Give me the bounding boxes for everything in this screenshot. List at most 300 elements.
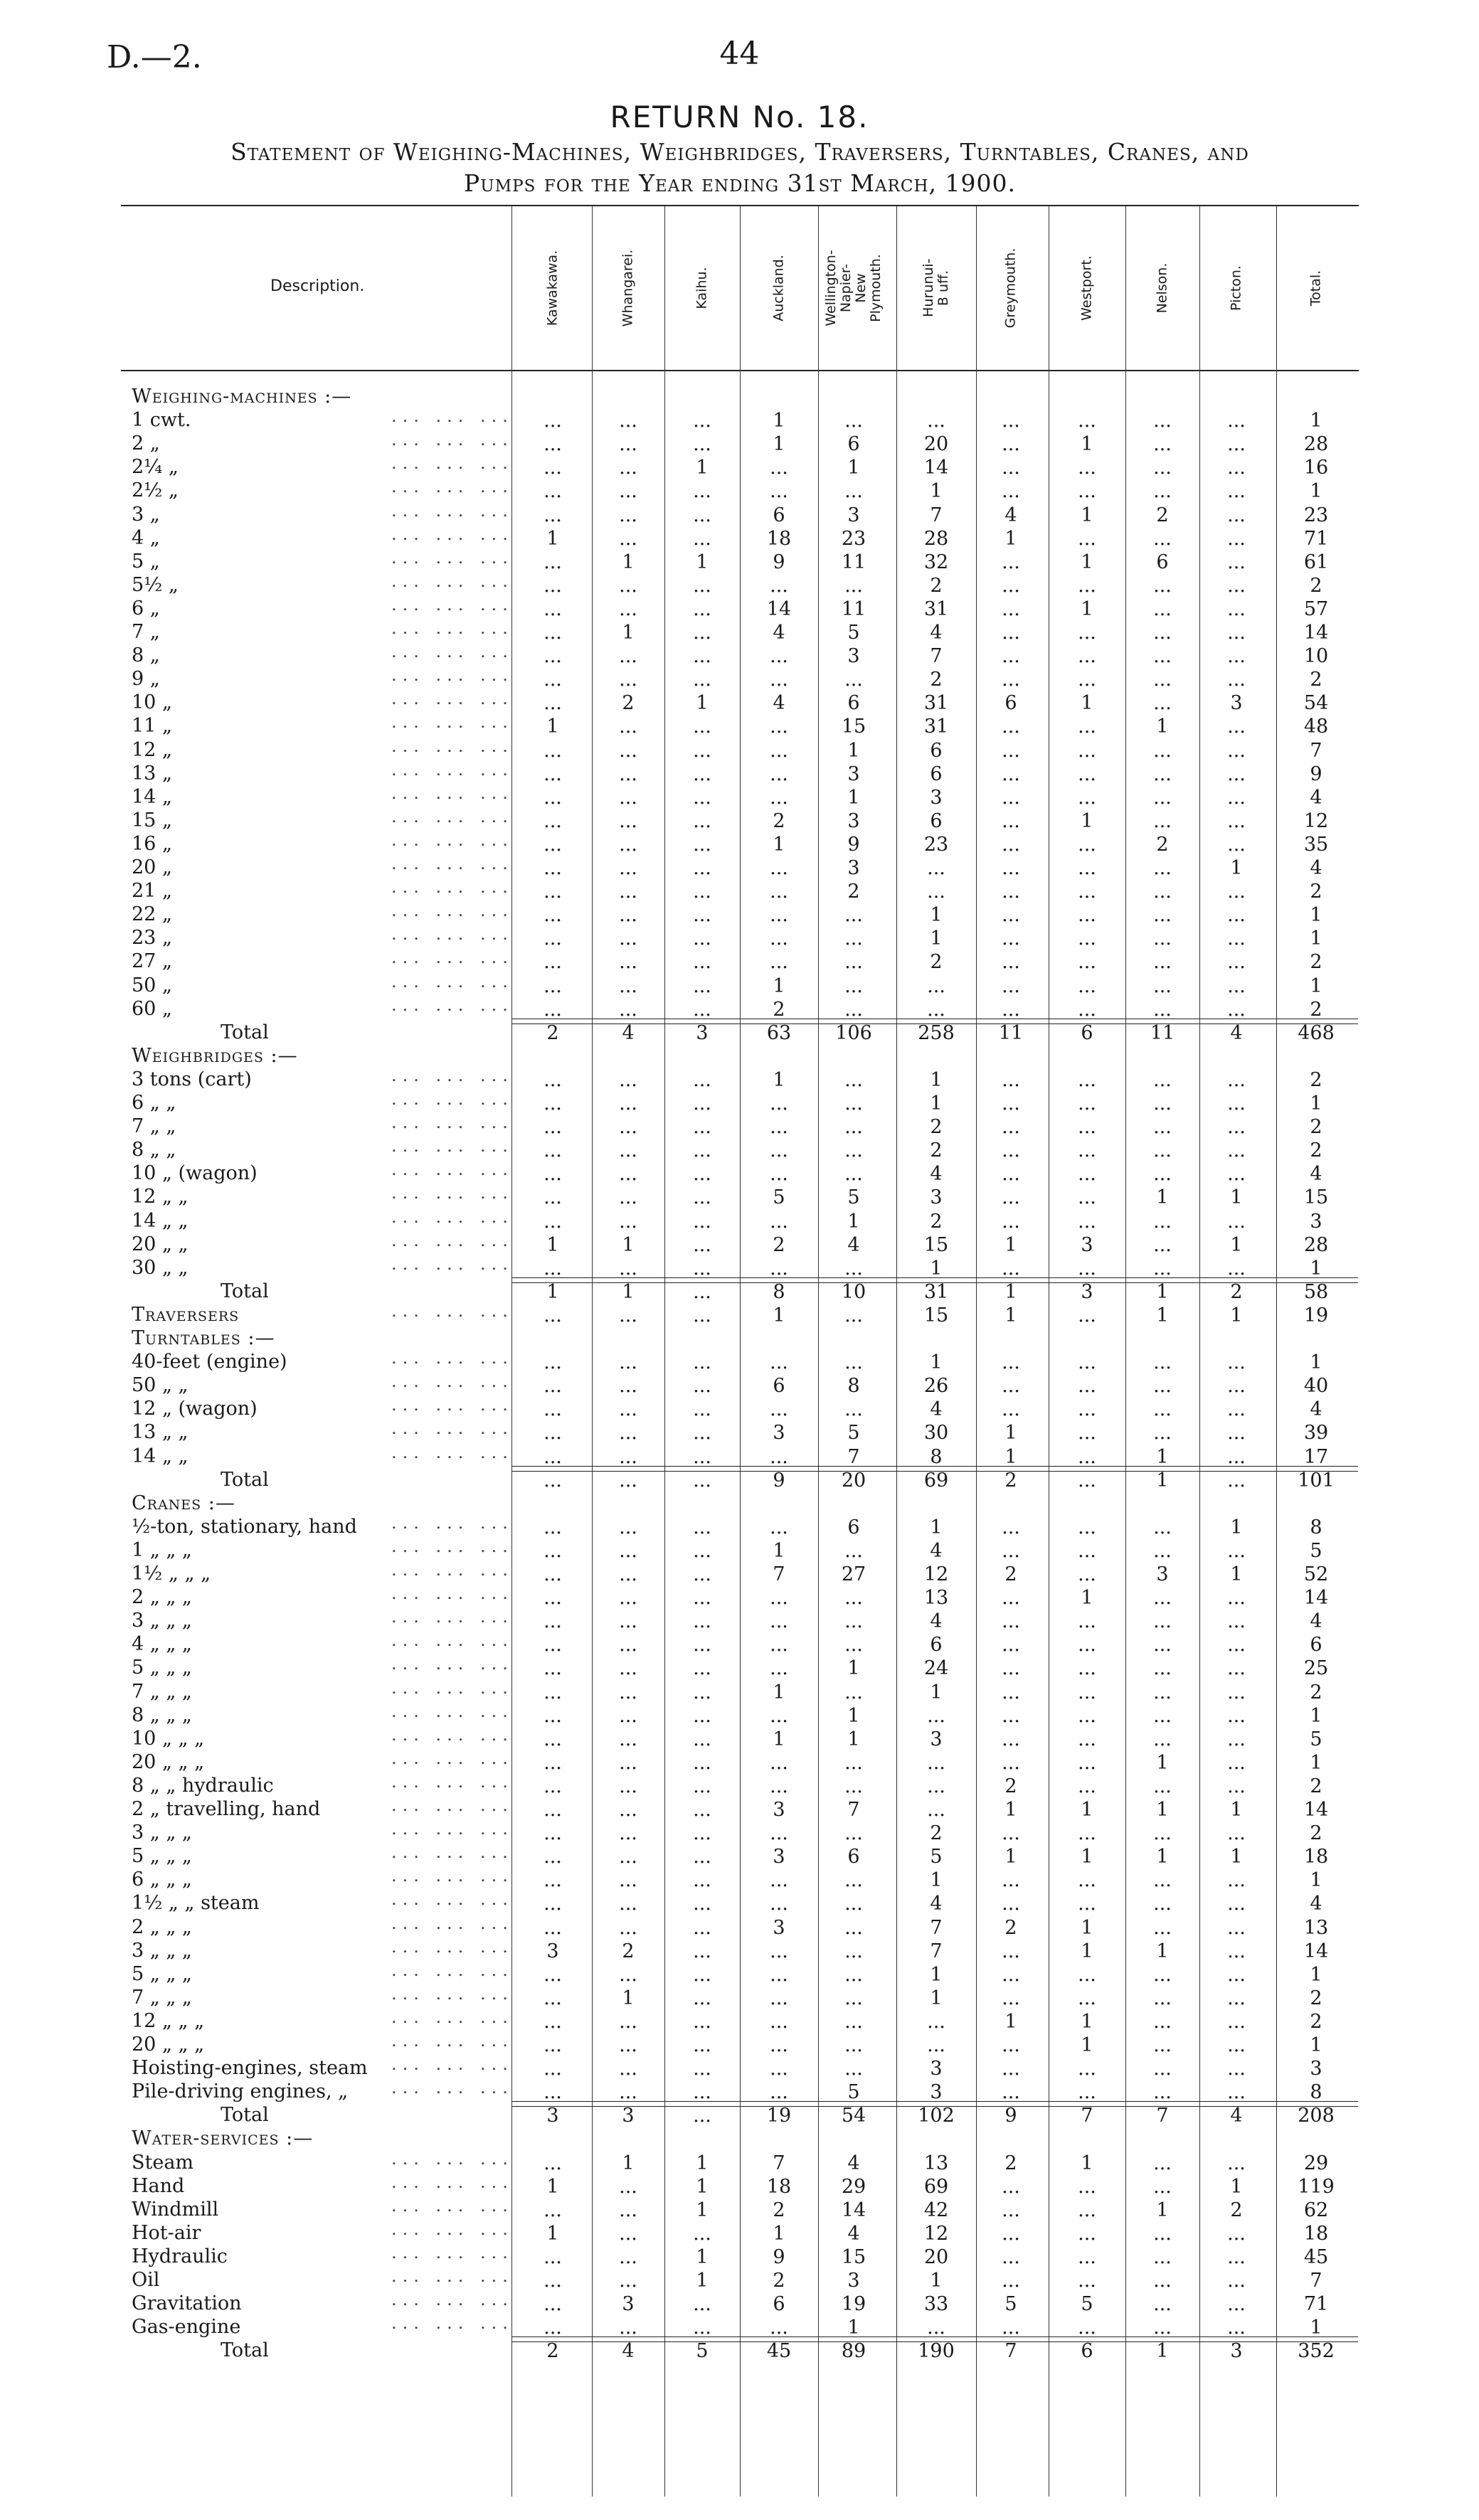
table-row xyxy=(121,1962,1359,1985)
cell-picton: ... xyxy=(1227,1092,1246,1115)
cell-hurunui: 13 xyxy=(923,1587,949,1610)
row-label: 7 „ xyxy=(132,621,160,643)
row-label: 20 „ „ „ xyxy=(132,1750,205,1773)
section-row xyxy=(121,1302,1359,1326)
cell-wellington: 9 xyxy=(847,833,860,856)
cell-hurunui: 1 xyxy=(930,1681,943,1703)
cell-wellington: 89 xyxy=(841,2340,866,2363)
cell-total: 1 xyxy=(1310,1869,1322,1892)
cell-wellington: 1 xyxy=(847,1704,860,1727)
cell-kawakawa: ... xyxy=(544,1728,562,1750)
table-row xyxy=(121,2197,1359,2221)
cell-kawakawa: 3 xyxy=(546,2105,559,2127)
leader-dots: ... ... ... xyxy=(391,2031,514,2051)
cell-greymouth: 1 xyxy=(1004,1280,1017,1303)
cell-total: 2 xyxy=(1310,1822,1322,1845)
cell-auckland: ... xyxy=(770,574,788,597)
cell-hurunui: 1 xyxy=(930,1068,943,1091)
cell-greymouth: 9 xyxy=(1004,2105,1017,2127)
row-label: Total xyxy=(221,1021,269,1043)
row-label: 3 „ xyxy=(132,503,160,526)
cell-auckland: ... xyxy=(770,2058,788,2080)
cell-whangarei: ... xyxy=(619,998,637,1021)
cell-kawakawa: ... xyxy=(544,2270,562,2292)
cell-kawakawa: ... xyxy=(544,1822,562,1845)
leader-dots: ... ... ... xyxy=(391,1866,514,1886)
cell-picton: 3 xyxy=(1230,692,1243,715)
cell-greymouth: ... xyxy=(1002,1186,1020,1209)
cell-kawakawa: ... xyxy=(544,1987,562,2009)
table-row xyxy=(121,2291,1359,2314)
cell-auckland: ... xyxy=(770,716,788,738)
cell-total: 4 xyxy=(1310,786,1322,809)
cell-whangarei: ... xyxy=(619,1610,637,1633)
cell-wellington: 7 xyxy=(847,1799,860,1821)
return-title: RETURN No. 18. xyxy=(610,100,869,134)
cell-nelson: ... xyxy=(1153,857,1172,879)
cell-kaihu: ... xyxy=(693,1822,711,1845)
cell-auckland: ... xyxy=(770,1869,788,1892)
cell-whangarei: ... xyxy=(619,1092,637,1115)
cell-picton: ... xyxy=(1227,1634,1246,1657)
cell-westport: 1 xyxy=(1081,1916,1093,1939)
cell-nelson: ... xyxy=(1153,1257,1172,1280)
cell-westport: ... xyxy=(1078,1681,1096,1703)
cell-westport: ... xyxy=(1078,2222,1096,2245)
cell-auckland: ... xyxy=(770,1634,788,1657)
cell-picton: ... xyxy=(1227,504,1246,526)
leader-dots: ... ... ... xyxy=(391,806,514,826)
row-label: 12 „ xyxy=(132,738,172,761)
cell-total: 1 xyxy=(1310,904,1322,927)
cell-picton: ... xyxy=(1227,998,1246,1021)
cell-kawakawa: ... xyxy=(544,1186,562,1209)
table-row xyxy=(121,1608,1359,1632)
cell-kaihu: ... xyxy=(693,2081,711,2104)
cell-westport: 1 xyxy=(1081,692,1093,715)
cell-kaihu: ... xyxy=(693,1539,711,1562)
cell-kawakawa: ... xyxy=(544,1657,562,1680)
cell-auckland: 6 xyxy=(773,1375,785,1398)
cell-kaihu: ... xyxy=(693,1610,711,1633)
cell-picton: 1 xyxy=(1230,1516,1243,1538)
cell-nelson: 2 xyxy=(1156,833,1169,856)
cell-total: 1 xyxy=(1310,480,1322,503)
cell-nelson: ... xyxy=(1153,2058,1172,2080)
cell-nelson: ... xyxy=(1153,974,1172,997)
cell-kawakawa: ... xyxy=(544,904,562,927)
cell-greymouth: ... xyxy=(1002,1539,1020,1562)
cell-whangarei: ... xyxy=(619,1563,637,1585)
cell-greymouth: 1 xyxy=(1004,1233,1017,1256)
cell-wellington: ... xyxy=(844,1139,863,1162)
cell-picton: ... xyxy=(1227,1351,1246,1374)
cell-auckland: 1 xyxy=(773,1539,785,1562)
cell-whangarei: ... xyxy=(619,974,637,997)
leader-dots: ... ... ... xyxy=(391,2195,514,2216)
table-row xyxy=(121,996,1359,1020)
cell-kaihu: ... xyxy=(693,1775,711,1797)
cell-nelson: 7 xyxy=(1156,2105,1169,2127)
cell-kaihu: ... xyxy=(693,2317,711,2339)
cell-nelson: ... xyxy=(1153,622,1172,644)
leader-dots: ... ... ... xyxy=(391,500,514,521)
cell-total: 17 xyxy=(1303,1445,1329,1468)
cell-kawakawa: ... xyxy=(544,2199,562,2221)
cell-wellington: 29 xyxy=(841,2175,866,2198)
cell-kaihu: ... xyxy=(693,1445,711,1468)
row-label: Oil xyxy=(132,2269,160,2291)
row-label: 20 „ xyxy=(132,856,172,878)
cell-auckland: 3 xyxy=(773,1846,785,1868)
cell-nelson: ... xyxy=(1153,692,1172,715)
leader-dots: ... ... ... xyxy=(391,665,514,686)
row-label: 2½ „ xyxy=(132,479,179,502)
cell-greymouth: ... xyxy=(1002,2245,1020,2268)
cell-kaihu: ... xyxy=(693,527,711,550)
cell-kawakawa: ... xyxy=(544,1068,562,1091)
cell-auckland: 18 xyxy=(766,527,792,550)
cell-auckland: ... xyxy=(770,2317,788,2339)
cell-hurunui: 3 xyxy=(930,1728,943,1750)
cell-wellington: 3 xyxy=(847,762,860,785)
cell-picton: ... xyxy=(1227,1916,1246,1939)
cell-kawakawa: ... xyxy=(544,551,562,573)
leader-dots: ... ... ... xyxy=(391,1206,514,1227)
cell-nelson: ... xyxy=(1153,457,1172,479)
leader-dots: ... ... ... xyxy=(391,1512,514,1533)
cell-auckland: 5 xyxy=(773,1186,785,1209)
cell-picton: ... xyxy=(1227,2270,1246,2292)
cell-nelson: ... xyxy=(1153,1822,1172,1845)
cell-kaihu: ... xyxy=(693,762,711,785)
cell-kaihu: ... xyxy=(693,739,711,762)
leader-dots: ... ... ... xyxy=(391,1983,514,2004)
cell-wellington: ... xyxy=(844,1822,863,1845)
cell-westport: ... xyxy=(1078,1751,1096,1774)
table-row xyxy=(121,1232,1359,1255)
row-label: 2 „ „ „ xyxy=(132,1915,192,1938)
table-row xyxy=(121,713,1359,737)
cell-auckland: ... xyxy=(770,1351,788,1374)
cell-nelson: ... xyxy=(1153,1068,1172,1091)
cell-total: 39 xyxy=(1303,1422,1329,1445)
row-label: Total xyxy=(221,2104,269,2127)
leader-dots: ... ... ... xyxy=(391,1183,514,1203)
cell-greymouth: ... xyxy=(1002,1068,1020,1091)
cell-wellington: ... xyxy=(844,410,863,432)
cell-kaihu: 1 xyxy=(696,2152,709,2174)
cell-nelson: ... xyxy=(1153,1634,1172,1657)
cell-hurunui: 7 xyxy=(930,1940,943,1962)
cell-total: 18 xyxy=(1303,1846,1329,1868)
cell-hurunui: 1 xyxy=(930,1257,943,1280)
cell-nelson: ... xyxy=(1153,1422,1172,1445)
cell-auckland: ... xyxy=(770,457,788,479)
cell-total: 2 xyxy=(1310,2010,1322,2033)
cell-auckland: ... xyxy=(770,762,788,785)
leader-dots: ... ... ... xyxy=(391,712,514,733)
cell-auckland: ... xyxy=(770,1775,788,1797)
table-row xyxy=(121,2006,1359,2033)
cell-nelson: ... xyxy=(1153,480,1172,503)
cell-kaihu: ... xyxy=(693,1940,711,1962)
cell-kawakawa: ... xyxy=(544,2317,562,2339)
cell-picton: ... xyxy=(1227,527,1246,550)
cell-kawakawa: 1 xyxy=(546,1233,559,1256)
cell-total: 7 xyxy=(1310,2270,1322,2292)
cell-nelson: 1 xyxy=(1156,1280,1169,1303)
cell-hurunui: 1 xyxy=(930,1963,943,1986)
cell-auckland: ... xyxy=(770,1657,788,1680)
row-label: 10 „ xyxy=(132,691,172,714)
cell-picton: ... xyxy=(1227,739,1246,762)
leader-dots: ... ... ... xyxy=(391,1159,514,1180)
cell-nelson: ... xyxy=(1153,881,1172,903)
row-label: 6 „ xyxy=(132,597,160,620)
cell-auckland: ... xyxy=(770,1963,788,1986)
cell-hurunui: ... xyxy=(927,1751,945,1774)
cell-kawakawa: ... xyxy=(544,1210,562,1233)
cell-kawakawa: ... xyxy=(544,2034,562,2056)
leader-dots: ... ... ... xyxy=(391,1677,514,1698)
cell-westport: ... xyxy=(1078,645,1096,668)
total-row xyxy=(121,2102,1359,2126)
cell-westport: 1 xyxy=(1081,1799,1093,1821)
leader-dots: ... ... ... xyxy=(391,854,514,873)
cell-greymouth: ... xyxy=(1002,1634,1020,1657)
cell-picton: ... xyxy=(1227,1775,1246,1797)
leader-dots: ... ... ... xyxy=(391,2242,514,2263)
row-label: 8 „ „ „ xyxy=(132,1703,192,1726)
cell-nelson: 1 xyxy=(1156,1186,1169,1209)
row-label: Pile-driving engines, „ xyxy=(132,2080,349,2103)
cell-greymouth: 2 xyxy=(1004,1563,1017,1585)
cell-nelson: ... xyxy=(1153,2222,1172,2245)
cell-kawakawa: ... xyxy=(544,1846,562,1868)
cell-westport: ... xyxy=(1078,1210,1096,1233)
cell-nelson: ... xyxy=(1153,2175,1172,2198)
table-row xyxy=(121,949,1359,972)
cell-total: 4 xyxy=(1310,1398,1322,1421)
row-label: Steam xyxy=(132,2151,194,2174)
table-row xyxy=(121,2244,1359,2268)
cell-auckland: 19 xyxy=(766,2105,792,2127)
cell-greymouth: ... xyxy=(1002,1375,1020,1398)
table-row xyxy=(121,596,1359,620)
cell-westport: ... xyxy=(1078,1728,1096,1750)
cell-greymouth: ... xyxy=(1002,809,1020,832)
cell-hurunui: 15 xyxy=(923,1233,949,1256)
cell-total: 1 xyxy=(1310,1351,1322,1374)
table-row xyxy=(121,1844,1359,1867)
leader-dots: ... ... ... xyxy=(391,1418,514,1439)
cell-wellington: 3 xyxy=(847,809,860,832)
cell-greymouth: ... xyxy=(1002,833,1020,856)
cell-total: 45 xyxy=(1303,2245,1329,2268)
cell-auckland: ... xyxy=(770,1092,788,1115)
cell-auckland: 7 xyxy=(773,1563,785,1585)
cell-hurunui: 33 xyxy=(923,2293,949,2316)
cell-kaihu: ... xyxy=(693,1422,711,1445)
cell-whangarei: ... xyxy=(619,1375,637,1398)
table-row xyxy=(121,735,1359,762)
cell-auckland: ... xyxy=(770,1893,788,1915)
cell-whangarei: ... xyxy=(619,857,637,879)
cell-greymouth: ... xyxy=(1002,1092,1020,1115)
row-label: Total xyxy=(221,2339,269,2362)
cell-picton: ... xyxy=(1227,927,1246,950)
table-row xyxy=(121,2218,1359,2245)
cell-westport: ... xyxy=(1078,574,1096,597)
cell-hurunui: 26 xyxy=(923,1375,949,1398)
cell-hurunui: 3 xyxy=(930,1186,943,1209)
cell-westport: ... xyxy=(1078,2175,1096,2198)
cell-greymouth: ... xyxy=(1002,974,1020,997)
cell-auckland: 2 xyxy=(773,1233,785,1256)
cell-kaihu: ... xyxy=(693,1469,711,1492)
table-row xyxy=(121,782,1359,809)
leader-dots: ... ... ... xyxy=(391,1960,514,1980)
row-label: 40-feet (engine) xyxy=(132,1351,287,1373)
leader-dots: ... ... ... xyxy=(391,1371,514,1392)
cell-kaihu: ... xyxy=(693,1657,711,1680)
cell-hurunui: 1 xyxy=(930,2270,943,2292)
cell-westport: ... xyxy=(1078,1375,1096,1398)
cell-kaihu: ... xyxy=(693,1751,711,1774)
leader-dots: ... ... ... xyxy=(391,523,514,544)
cell-total: 54 xyxy=(1303,692,1329,715)
cell-greymouth: ... xyxy=(1002,2175,1020,2198)
cell-westport: ... xyxy=(1078,1775,1096,1797)
cell-total: 48 xyxy=(1303,716,1329,738)
cell-kawakawa: ... xyxy=(544,2293,562,2316)
cell-picton: ... xyxy=(1227,1704,1246,1727)
table-row xyxy=(121,1090,1359,1114)
table-row xyxy=(121,855,1359,878)
cell-greymouth: 5 xyxy=(1004,2293,1017,2316)
cell-hurunui: 31 xyxy=(923,692,949,715)
cell-kawakawa: ... xyxy=(544,1257,562,1280)
cell-kaihu: ... xyxy=(693,1163,711,1186)
cell-total: 35 xyxy=(1303,833,1329,856)
cell-whangarei: ... xyxy=(619,1304,637,1327)
table-row xyxy=(121,1208,1359,1232)
cell-auckland: 3 xyxy=(773,1799,785,1821)
cell-picton: ... xyxy=(1227,1163,1246,1186)
row-label: Total xyxy=(221,1280,269,1302)
row-label: 2 „ xyxy=(132,432,160,455)
cell-greymouth: 1 xyxy=(1004,527,1017,550)
cell-kawakawa: ... xyxy=(544,1893,562,1915)
cell-wellington: ... xyxy=(844,1610,863,1633)
cell-auckland: ... xyxy=(770,669,788,691)
cell-westport: 1 xyxy=(1081,1846,1093,1868)
cell-nelson: 6 xyxy=(1156,551,1169,573)
section-label: Turntables :— xyxy=(132,1327,275,1349)
cell-westport: ... xyxy=(1078,2199,1096,2221)
cell-total: 28 xyxy=(1303,433,1329,456)
row-label: 8 „ xyxy=(132,644,160,667)
cell-total: 8 xyxy=(1310,1516,1322,1538)
cell-whangarei: ... xyxy=(619,1799,637,1821)
cell-kaihu: ... xyxy=(693,951,711,974)
row-label: 21 „ xyxy=(132,880,172,903)
cell-auckland: 2 xyxy=(773,998,785,1021)
cell-total: 1 xyxy=(1310,1751,1322,1774)
cell-total: 2 xyxy=(1310,951,1322,974)
cell-total: 1 xyxy=(1310,1704,1322,1727)
cell-wellington: ... xyxy=(844,904,863,927)
cell-picton: ... xyxy=(1227,457,1246,479)
cell-kaihu: ... xyxy=(693,622,711,644)
column-header-auckland: Auckland. xyxy=(770,255,787,321)
cell-greymouth: ... xyxy=(1002,881,1020,903)
cell-whangarei: ... xyxy=(619,1469,637,1492)
cell-kaihu: ... xyxy=(693,974,711,997)
cell-whangarei: ... xyxy=(619,1916,637,1939)
cell-total: 1 xyxy=(1310,1963,1322,1986)
cell-whangarei: ... xyxy=(619,739,637,762)
total-row xyxy=(121,2338,1359,2361)
cell-total: 5 xyxy=(1310,1728,1322,1750)
table-row xyxy=(121,1561,1359,1585)
cell-kawakawa: ... xyxy=(544,1563,562,1585)
cell-picton: ... xyxy=(1227,1822,1246,1845)
section-row xyxy=(121,2126,1359,2149)
cell-wellington: ... xyxy=(844,927,863,950)
cell-nelson: 1 xyxy=(1156,1304,1169,1327)
cell-greymouth: ... xyxy=(1002,904,1020,927)
cell-nelson: ... xyxy=(1153,669,1172,691)
cell-total: 12 xyxy=(1303,809,1329,832)
cell-westport: ... xyxy=(1078,1092,1096,1115)
cell-hurunui: ... xyxy=(927,1775,945,1797)
cell-hurunui: 31 xyxy=(923,597,949,620)
cell-kawakawa: ... xyxy=(544,1516,562,1538)
row-label: 1 cwt. xyxy=(132,409,191,432)
cell-auckland: 1 xyxy=(773,2222,785,2245)
cell-hurunui: 4 xyxy=(930,1163,943,1186)
cell-total: 57 xyxy=(1303,597,1329,620)
leader-dots: ... ... ... xyxy=(391,1771,514,1792)
cell-greymouth: ... xyxy=(1002,1681,1020,1703)
cell-greymouth: ... xyxy=(1002,1963,1020,1986)
cell-auckland: ... xyxy=(770,1822,788,1845)
cell-picton: ... xyxy=(1227,2317,1246,2339)
cell-kawakawa: ... xyxy=(544,1916,562,1939)
cell-kawakawa: ... xyxy=(544,1775,562,1797)
cell-nelson: ... xyxy=(1153,1163,1172,1186)
cell-kaihu: ... xyxy=(693,1704,711,1727)
cell-greymouth: 11 xyxy=(998,1021,1024,1044)
table-row xyxy=(121,570,1359,597)
cell-wellington: 5 xyxy=(847,2081,860,2104)
cell-westport: ... xyxy=(1078,1068,1096,1091)
row-label: 50 „ xyxy=(132,974,172,996)
cell-westport: ... xyxy=(1078,739,1096,762)
cell-nelson: 1 xyxy=(1156,1751,1169,1774)
cell-whangarei: ... xyxy=(619,927,637,950)
cell-whangarei: ... xyxy=(619,433,637,456)
cell-auckland: ... xyxy=(770,2081,788,2104)
cell-greymouth: 1 xyxy=(1004,2010,1017,2033)
cell-nelson: ... xyxy=(1153,1963,1172,1986)
cell-greymouth: 1 xyxy=(1004,1846,1017,1868)
cell-nelson: ... xyxy=(1153,574,1172,597)
cell-kaihu: ... xyxy=(693,1563,711,1585)
cell-wellington: ... xyxy=(844,1398,863,1421)
